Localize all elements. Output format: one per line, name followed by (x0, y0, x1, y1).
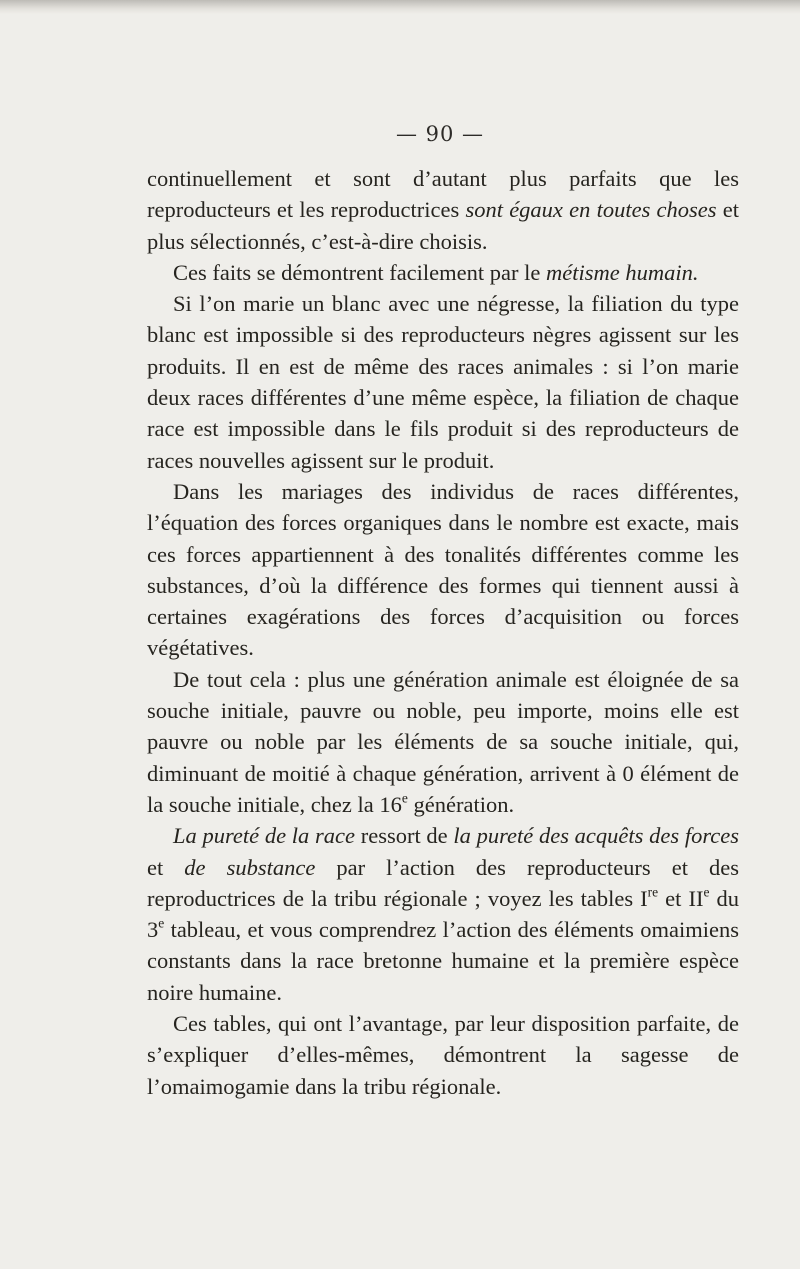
italic-text: la pureté des acquêts des forces (453, 823, 739, 849)
text-run: tableau, et vous comprendrez l’action des éléments omaimiens constants dans la race bretonne humaine et la première espèce noire humaine. (147, 917, 739, 1005)
text-run: De tout cela : plus une génération animale est éloignée de sa souche initiale, pauvre ou noble, peu importe, moins elle est pauvre ou noble par les éléments de sa souche initiale, qui, diminuant de moitié à chaque génération, arrivent à 0 élément de la souche initiale, chez la 16 (147, 666, 739, 817)
text-run: Ces tables, qui ont l’avantage, par leur disposition parfaite, de s’expliquer d’elles-mêmes, démontrent la sagesse de l’omaimogamie dans la tribu régionale. (147, 1011, 739, 1099)
superscript: re (647, 884, 659, 900)
text-run: du 3 (147, 885, 739, 943)
text-run: et plus sélectionnés, c’est-à-dire choisis. (147, 197, 739, 254)
superscript: e (158, 915, 165, 931)
body-text (147, 163, 739, 1102)
paragraph (147, 257, 739, 288)
italic-text: de substance (184, 854, 316, 880)
text-run: et II (658, 885, 704, 911)
text-run: Si l’on marie un blanc avec une négresse, la filiation du type blanc est impossible si des reproducteurs nègres agissent sur les produits. Il en est de même des races animales : si l’on marie deux races différentes d’une même espèce, la filiation de chaque race est impossible dans le fils produit si des reproducteurs de races nouvelles agissent sur le produit. (147, 291, 739, 473)
paragraph (147, 476, 739, 664)
page-top-edge (0, 0, 800, 14)
paragraph (147, 820, 739, 1008)
page-number: — 90 — (395, 122, 485, 146)
text-run: Ces faits se démontrent facilement par le (173, 259, 546, 285)
paragraph (147, 288, 739, 476)
italic-text: sont égaux en toutes choses (465, 197, 717, 223)
text-run: par l’action des reproducteurs et des reproductrices de la tribu régionale ; voyez les tables I (147, 854, 739, 911)
paragraph (147, 163, 739, 257)
text-run: et (147, 854, 185, 880)
superscript: e (703, 884, 710, 900)
superscript: e (401, 790, 408, 806)
text-run: génération. (407, 791, 515, 817)
text-run: continuellement et sont d’autant plus parfaits que les reproducteurs et les reproductrices (147, 166, 739, 223)
text-run: Dans les mariages des individus de races différentes, l’équation des forces organiques dans le nombre est exacte, mais ces forces appartiennent à des tonalités différentes comme les substances, d’où la différence des formes qui tiennent aussi à certaines exagérations des forces d’acquisition ou forces végétatives. (147, 478, 739, 661)
italic-text: La pureté de la race (173, 823, 355, 849)
paragraph (147, 664, 739, 820)
italic-text: métisme humain. (546, 259, 699, 285)
paragraph (147, 1008, 739, 1102)
text-run: ressort de (355, 823, 454, 849)
